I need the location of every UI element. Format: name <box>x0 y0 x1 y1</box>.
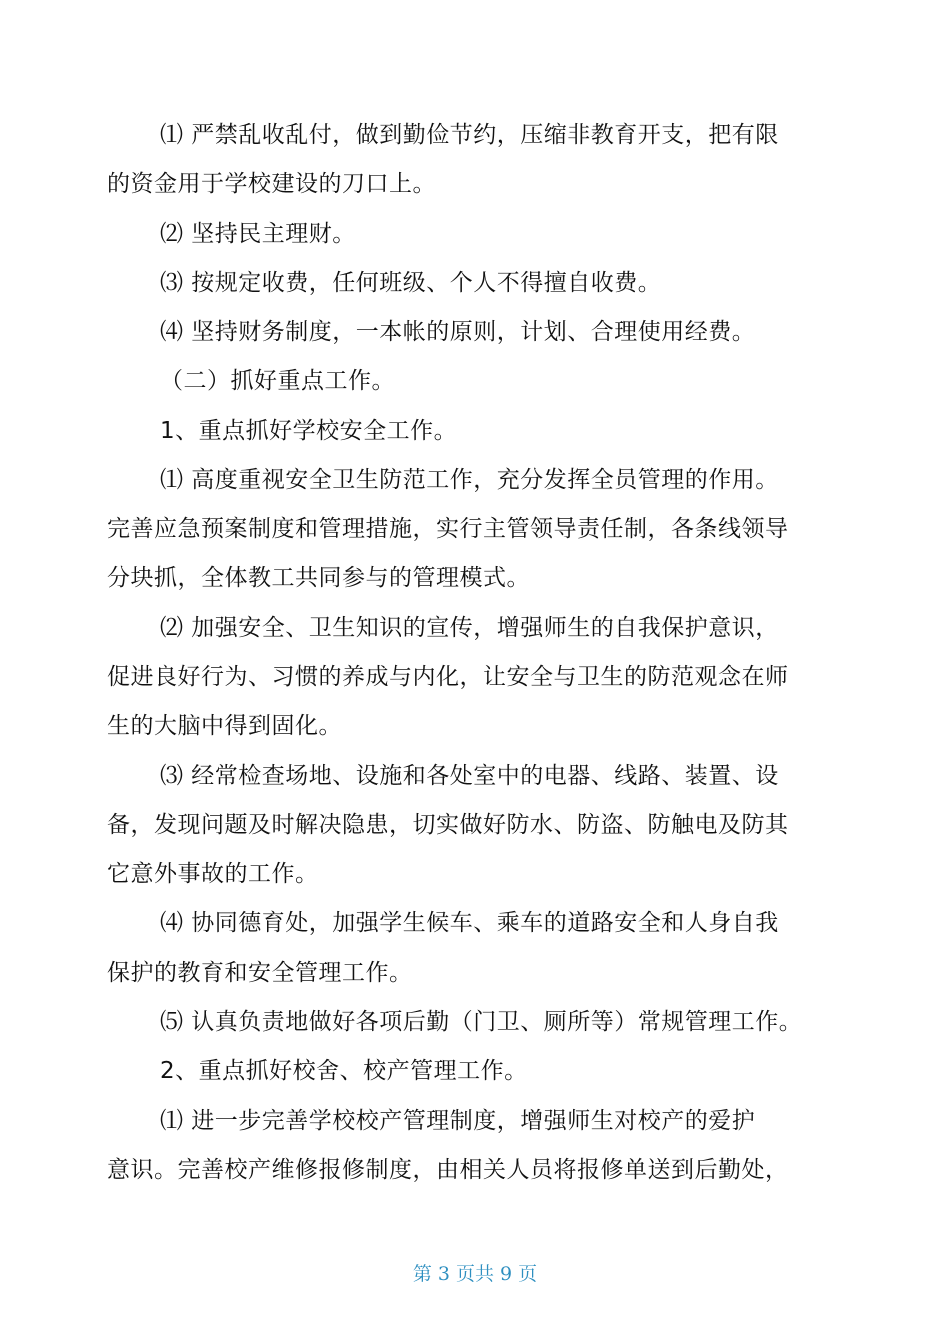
paragraph-line: ⑷ 协同德育处，加强学生候车、乘车的道路安全和人身自我 <box>160 910 779 936</box>
paragraph-line: 保护的教育和安全管理工作。 <box>107 960 413 986</box>
paragraph-line: ⑴ 严禁乱收乱付，做到勤俭节约，压缩非教育开支，把有限 <box>160 122 779 148</box>
paragraph-line: ⑶ 按规定收费，任何班级、个人不得擅自收费。 <box>160 270 662 296</box>
subsection-heading: 1、重点抓好学校安全工作。 <box>160 418 458 444</box>
section-heading: （二）抓好重点工作。 <box>160 368 395 394</box>
paragraph-line: ⑵ 加强安全、卫生知识的宣传，增强师生的自我保护意识， <box>160 615 779 641</box>
paragraph-line: ⑶ 经常检查场地、设施和各处室中的电器、线路、装置、设 <box>160 763 779 789</box>
paragraph-line: ⑵ 坚持民主理财。 <box>160 221 356 247</box>
paragraph-line: 意识。完善校产维修报修制度，由相关人员将报修单送到后勤处， <box>107 1157 789 1183</box>
page-number-footer: 第 3 页共 9 页 <box>412 1263 538 1285</box>
paragraph-line: 备，发现问题及时解决隐患，切实做好防水、防盗、防触电及防其 <box>107 812 789 838</box>
paragraph-line: ⑴ 高度重视安全卫生防范工作，充分发挥全员管理的作用。 <box>160 467 779 493</box>
paragraph-line: 的资金用于学校建设的刀口上。 <box>107 171 436 197</box>
paragraph-line: ⑴ 进一步完善学校校产管理制度，增强师生对校产的爱护 <box>160 1108 756 1134</box>
subsection-heading: 2、重点抓好校舍、校产管理工作。 <box>160 1058 528 1084</box>
paragraph-line: 生的大脑中得到固化。 <box>107 713 342 739</box>
paragraph-line: ⑸ 认真负责地做好各项后勤（门卫、厕所等）常规管理工作。 <box>160 1009 803 1035</box>
paragraph-line: 促进良好行为、习惯的养成与内化，让安全与卫生的防范观念在师 <box>107 664 789 690</box>
paragraph-line: 分块抓，全体教工共同参与的管理模式。 <box>107 565 530 591</box>
paragraph-line: 完善应急预案制度和管理措施，实行主管领导责任制，各条线领导 <box>107 516 789 542</box>
paragraph-line: 它意外事故的工作。 <box>107 861 319 887</box>
paragraph-line: ⑷ 坚持财务制度，一本帐的原则，计划、合理使用经费。 <box>160 319 756 345</box>
